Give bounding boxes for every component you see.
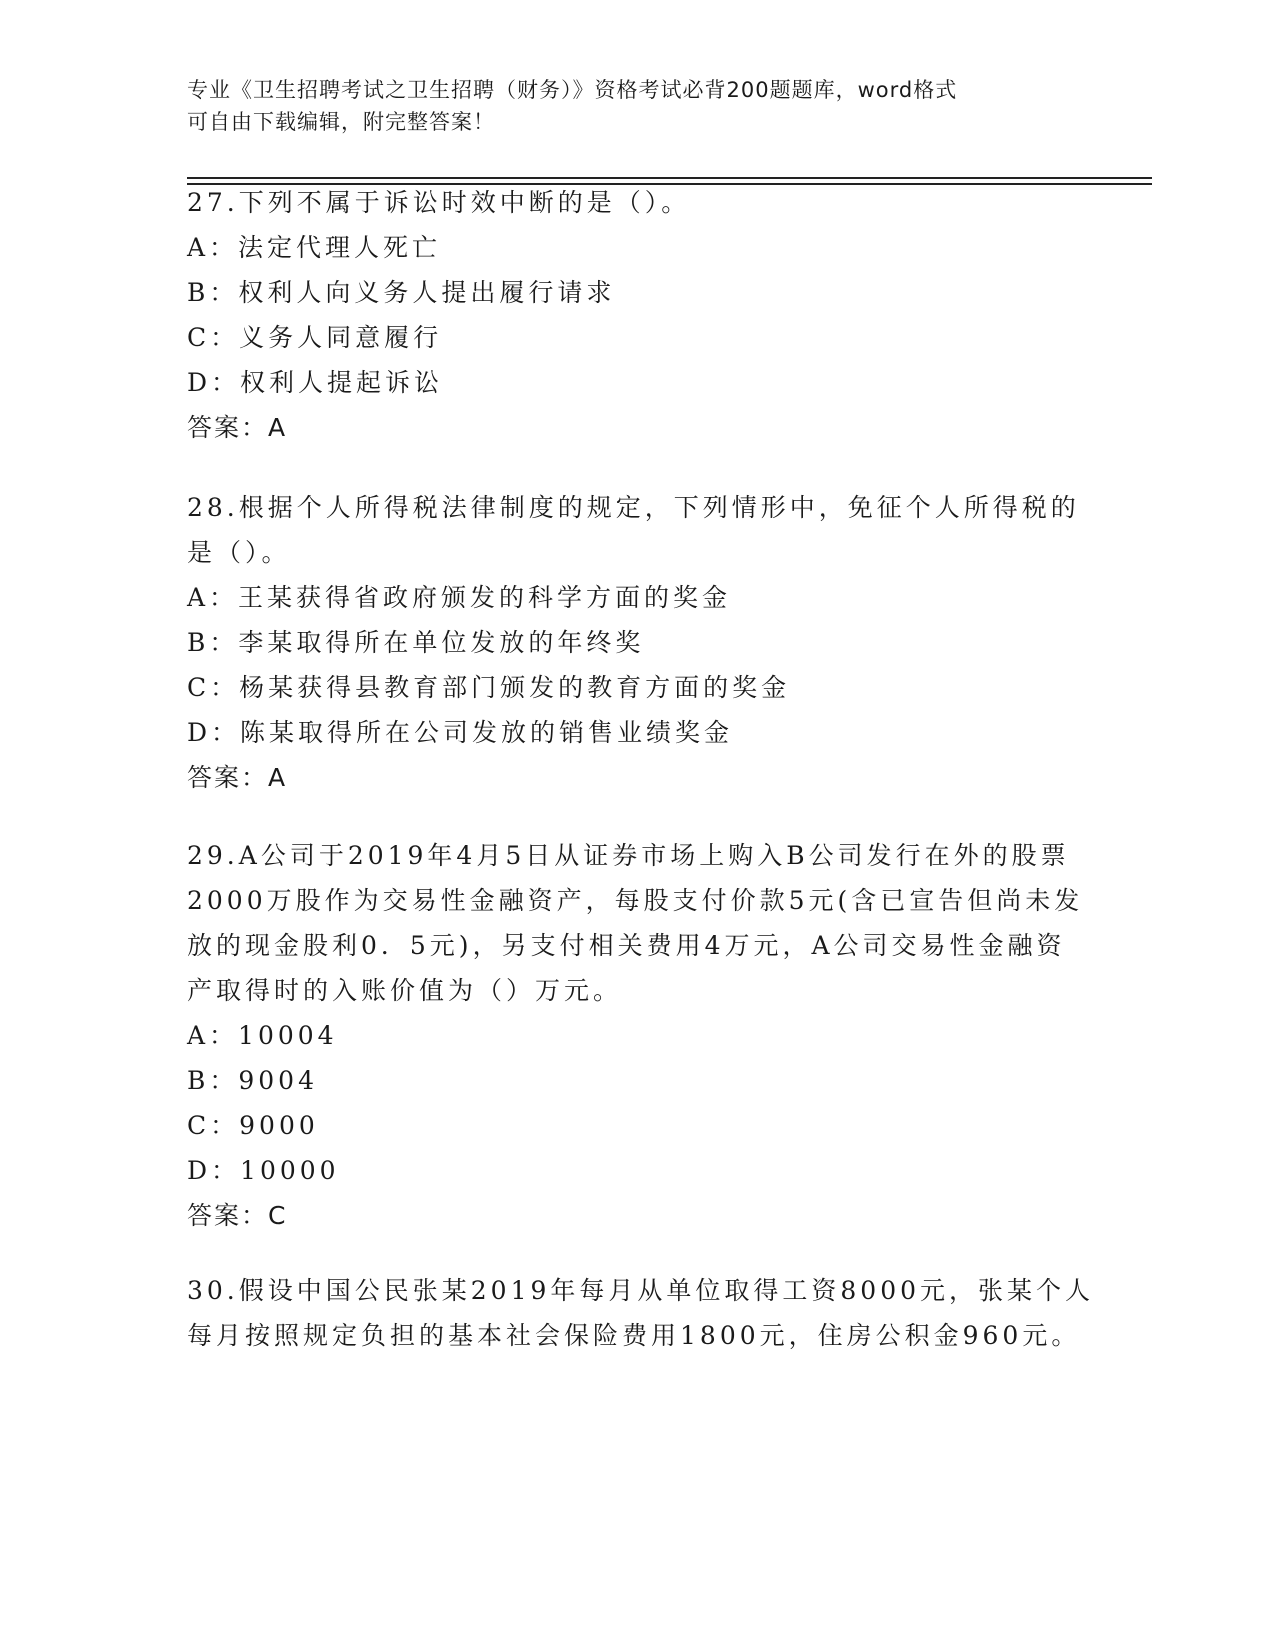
- question-28: [187, 485, 1087, 800]
- question-stem-line-1: 30.假设中国公民张某2019年每月从单位取得工资8000元，张某个人: [187, 1276, 1095, 1305]
- answer: 答案：A: [187, 763, 288, 792]
- option-a: A：王某获得省政府颁发的科学方面的奖金: [187, 583, 732, 612]
- document-header: [187, 74, 1087, 138]
- option-b: B：权利人向义务人提出履行请求: [187, 278, 616, 307]
- answer: 答案：A: [187, 413, 288, 442]
- question-stem-line-2: 2000万股作为交易性金融资产，每股支付价款5元(含已宣告但尚未发: [187, 886, 1084, 915]
- question-stem-line-1: 29.A公司于2019年4月5日从证券市场上购入B公司发行在外的股票: [187, 841, 1070, 870]
- option-a: A：10004: [187, 1021, 338, 1050]
- answer: 答案：C: [187, 1201, 288, 1230]
- question-stem-line-1: 28.根据个人所得税法律制度的规定，下列情形中，免征个人所得税的: [187, 493, 1080, 522]
- option-a: A：法定代理人死亡: [187, 233, 442, 262]
- option-b: B：李某取得所在单位发放的年终奖: [187, 628, 645, 657]
- question-stem-line-2: 每月按照规定负担的基本社会保险费用1800元，住房公积金960元。: [187, 1321, 1081, 1350]
- question-stem-line-3: 放的现金股利0．5元)，另支付相关费用4万元，A公司交易性金融资: [187, 931, 1066, 960]
- header-line-2: 可自由下载编辑，附完整答案！: [187, 110, 495, 134]
- option-c: C：义务人同意履行: [187, 323, 443, 352]
- option-c: C：9000: [187, 1111, 319, 1140]
- header-line-1: 专业《卫生招聘考试之卫生招聘（财务）》资格考试必背200题题库，word格式: [187, 78, 958, 102]
- question-stem-line-2: 是（）。: [187, 538, 291, 567]
- option-c: C：杨某获得县教育部门颁发的教育方面的奖金: [187, 673, 791, 702]
- question-stem: 27.下列不属于诉讼时效中断的是（）。: [187, 188, 691, 217]
- question-30: [187, 1268, 1095, 1358]
- question-stem-line-4: 产取得时的入账价值为（）万元。: [187, 976, 623, 1005]
- question-27: [187, 180, 1087, 450]
- option-b: B：9004: [187, 1066, 318, 1095]
- option-d: D：10000: [187, 1156, 340, 1185]
- header-divider-top: [187, 177, 1152, 179]
- option-d: D：陈某取得所在公司发放的销售业绩奖金: [187, 718, 734, 747]
- question-29: [187, 833, 1087, 1238]
- option-d: D：权利人提起诉讼: [187, 368, 444, 397]
